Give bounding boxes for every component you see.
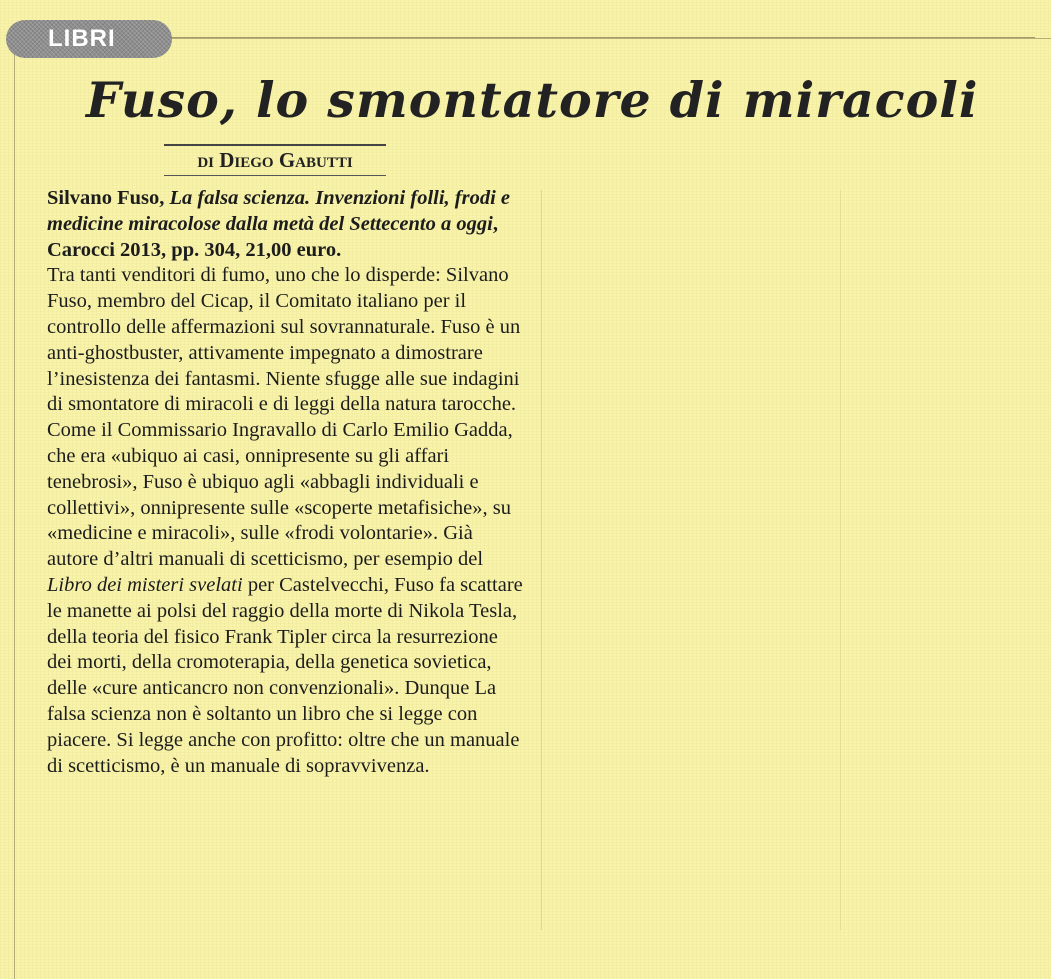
section-label: LIBRI [6, 20, 172, 58]
book-publisher: , Carocci 2013, pp. 304, 21,00 euro. [47, 212, 498, 261]
byline-box [164, 144, 386, 176]
book-reference [47, 186, 525, 263]
article-text [47, 263, 525, 779]
column-divider-faint [840, 190, 841, 930]
cited-book-title: Libro dei misteri svelati [47, 573, 243, 596]
byline: di Diego Gabutti [197, 148, 353, 172]
top-rule [165, 37, 1035, 38]
headline: Fuso, lo smontatore di miracoli [86, 71, 979, 129]
column-divider [541, 190, 542, 930]
book-title: La falsa scienza. Invenzioni folli, frodi e medicine miracolose dalla metà del Settecento a oggi [47, 187, 511, 235]
article-body [47, 186, 525, 779]
book-author: Silvano Fuso, [47, 187, 165, 209]
article-text-part1: Tra tanti venditori di fumo, uno che lo disperde: Silvano Fuso, membro del Cicap, il Comitato italiano per il controllo delle affermazioni sul sovrannaturale. Fuso è un anti-ghostbuster, attivamente impegnato a dimostrare l’inesistenza dei fantasmi. Niente sfugge alle sue indagini di smontatore di miracoli e di leggi della natura tarocche. Come il Commissario Ingravallo di Carlo Emilio Gadda, che era «ubiquo ai casi, onnipresente su gli affari tenebrosi», Fuso è ubiquo agli «abbagli individuali e collettivi», onnipresente sulle «scoperte metafisiche», su «medicine e miracoli», sulle «frodi volontarie». Già autore d’altri manuali di scetticismo, per esempio del [47, 264, 521, 571]
article-text-part2: per Castelvecchi, Fuso fa scattare le manette ai polsi del raggio della morte di Nikola Tesla, della teoria del fisico Frank Tipler circa la resurrezione dei morti, della cromoterapia, della genetica sovietica, delle «cure anticancro non convenzionali». Dunque La falsa scienza non è soltanto un libro che si legge con piacere. Si legge anche con profitto: oltre che un manuale di scetticismo, è un manuale di sopravvivenza. [47, 573, 523, 777]
